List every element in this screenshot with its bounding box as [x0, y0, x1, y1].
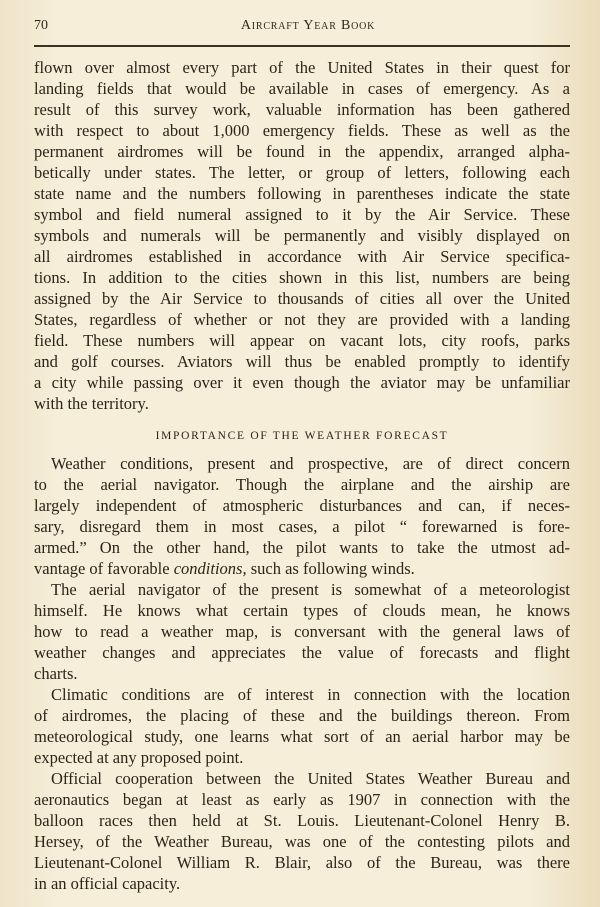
italic-text: conditions,: [173, 559, 247, 578]
text-line: permanent airdromes will be found in the appendix, arranged alpha-: [34, 142, 570, 161]
text-line: largely independent of atmospheric disturbances and can, if neces-: [34, 496, 570, 515]
text-line: of airdromes, the placing of these and the buildings thereon. From: [34, 706, 570, 725]
text-line: Lieutenant-Colonel William R. Blair, also of the Bureau, was there: [34, 853, 570, 872]
text-line: himself. He knows what certain types of clouds mean, he knows: [34, 601, 570, 620]
text-run: vantage of favorable: [34, 559, 174, 578]
text-line: and golf courses. Aviators will thus be enabled promptly to identify: [34, 352, 570, 371]
text-line: symbol and field numeral assigned to it by the Air Service. These: [34, 205, 570, 224]
paragraph-1: [34, 57, 570, 414]
text-line: expected at any proposed point.: [34, 748, 244, 767]
running-title: Aircraft Year Book: [240, 18, 376, 33]
text-line: symbols and numerals will be permanently and visibly displayed on: [34, 226, 570, 245]
running-head: [34, 18, 570, 38]
text-line: with respect to about 1,000 emergency fields. These as well as the: [34, 121, 570, 140]
text-line: aeronautics began at least as early as 1907 in connection with the: [34, 790, 570, 809]
text-line: assigned by the Air Service to thousands of cities all over the United: [34, 289, 570, 308]
text-line: landing fields that would be available in cases of emergency. As a: [34, 79, 570, 98]
text-line: [34, 558, 570, 579]
text-line: tions. In addition to the cities shown in this list, numbers are being: [34, 268, 570, 287]
text-line: sary, disregard them in most cases, a pilot “ forewarned is fore-: [34, 517, 570, 536]
text-line: weather changes and appreciates the value of forecasts and flight: [34, 643, 570, 662]
text-line: charts.: [34, 664, 78, 683]
text-line: armed.” On the other hand, the pilot wants to take the utmost ad-: [34, 538, 570, 557]
text-line: flown over almost every part of the United States in their quest for: [34, 58, 570, 77]
paragraph-4: [34, 684, 570, 768]
paragraph-3: [34, 579, 570, 684]
text-line: meteorological study, one learns what sort of an aerial harbor may be: [34, 727, 570, 746]
text-line: a city while passing over it even though the aviator may be unfamiliar: [34, 373, 570, 392]
body-text: [34, 57, 570, 894]
text-line: Weather conditions, present and prospective, are of direct concern: [51, 454, 570, 473]
text-line: field. These numbers will appear on vacant lots, city roofs, parks: [34, 331, 570, 350]
text-line: betically under states. The letter, or group of letters, following each: [34, 163, 570, 182]
paragraph-5: [34, 768, 570, 894]
text-line: with the territory.: [34, 394, 149, 413]
text-line: state name and the numbers following in parentheses indicate the state: [34, 184, 570, 203]
text-line: result of this survey work, valuable information has been gathered: [34, 100, 570, 119]
text-line: Hersey, of the Weather Bureau, was one of the contesting pilots and: [34, 832, 570, 851]
text-line: in an official capacity.: [34, 874, 181, 893]
text-line: Climatic conditions are of interest in connection with the location: [51, 685, 570, 704]
section-heading: IMPORTANCE OF THE WEATHER FORECAST: [155, 430, 449, 442]
paragraph-2: [34, 453, 570, 579]
text-line: all airdromes established in accordance with Air Service specifica-: [34, 247, 570, 266]
text-line: balloon races then held at St. Louis. Lieutenant-Colonel Henry B.: [34, 811, 570, 830]
header-rule: [34, 45, 570, 47]
page-number: 70: [34, 18, 48, 33]
text-line: The aerial navigator of the present is somewhat of a meteorologist: [51, 580, 570, 599]
text-line: Official cooperation between the United States Weather Bureau and: [51, 769, 570, 788]
text-line: how to read a weather map, is conversant with the general laws of: [34, 622, 570, 641]
text-line: States, regardless of whether or not they are provided with a landing: [34, 310, 570, 329]
text-line: to the aerial navigator. Though the airplane and the airship are: [34, 475, 570, 494]
text-run: such as following winds.: [246, 559, 415, 578]
